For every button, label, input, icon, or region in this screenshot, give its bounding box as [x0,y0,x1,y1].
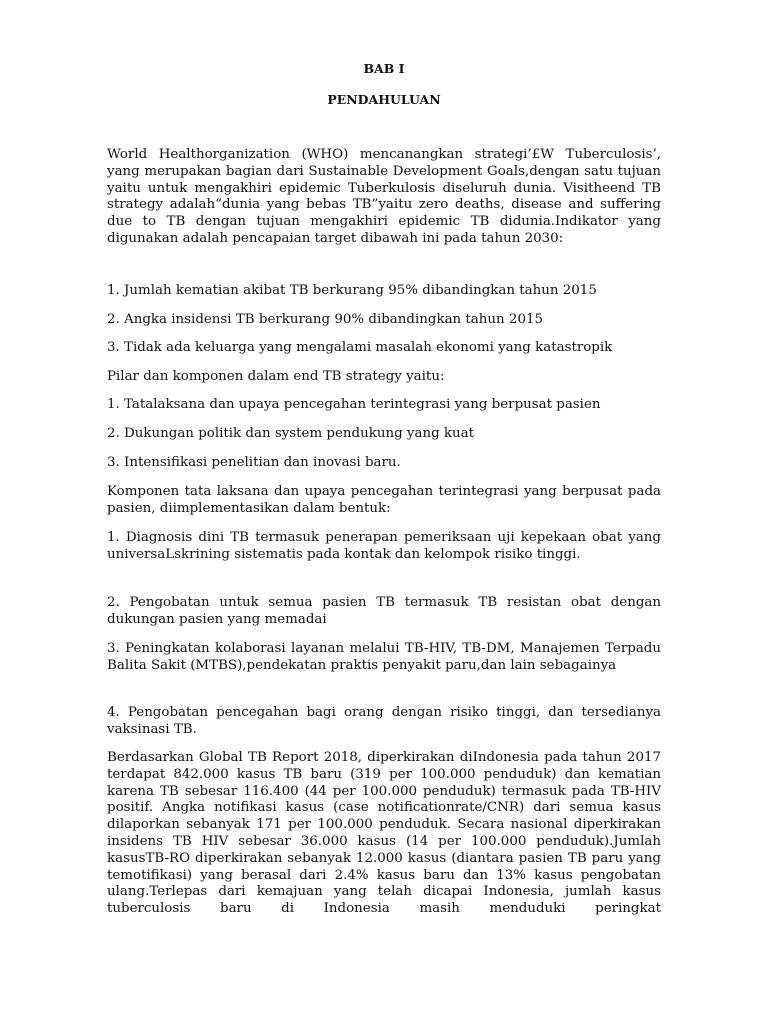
pillars-intro: Pilar dan komponen dalam end TB strategy yaitu: [107,369,445,384]
components-intro: Komponen tata laksana dan upaya pencegahan terintegrasi yang berpusat pada pasien, diimplementasikan dalam bentuk: [107,484,661,516]
target-item-2: 2. Angka insidensi TB berkurang 90% dibandingkan tahun 2015 [107,312,543,327]
intro-paragraph: World Healthorganization (WHO) mencanangkan strategi’£W Tuberculosis’, yang merupakan bagian dari Sustainable Development Goals,dengan satu tujuan yaitu untuk mengakhiri epidemic Tuberkulosis diseluruh dunia. Visitheend TB strategy adalah“dunia yang bebas TB”yaitu zero deaths, disease and suffering due to TB dengan tujuan mengakhiri epidemic TB didunia.Indikator yang digunakan adalah pencapaian target dibawah ini pada tahun 2030: [107,147,661,246]
component-item-3: 3. Peningkatan kolaborasi layanan melalui TB-HIV, TB-DM, Manajemen Terpadu Balita Sakit (MTBS),pendekatan praktis penyakit paru,dan lain sebagainya [107,641,661,673]
chapter-title: BAB I [363,61,405,76]
pillar-item-2: 2. Dukungan politik dan system pendukung yang kuat [107,426,475,441]
component-item-4: 4. Pengobatan pencegahan bagi orang dengan risiko tinggi, dan tersedianya vaksinasi TB. [107,705,661,737]
global-tb-report-paragraph: Berdasarkan Global TB Report 2018, diperkirakan diIndonesia pada tahun 2017 terdapat 842.000 kasus TB baru (319 per 100.000 penduduk) dan kematian karena TB sebesar 116.400 (44 per 100.000 penduduk) termasuk pada TB-HIV positif. Angka notifikasi kasus (case notificationrate/CNR) dari semua kasus dilaporkan sebanyak 171 per 100.000 penduduk. Secara nasional diperkirakan insidens TB HIV sebesar 36.000 kasus (14 per 100.000 penduduk).Jumlah kasusTB-RO diperkirakan sebanyak 12.000 kasus (diantara pasien TB paru yang temotifikasi) yang berasal dari 2.4% kasus baru dan 13% kasus pengobatan ulang.Terlepas dari kemajuan yang telah dicapai Indonesia, jumlah kasus tuberculosis baru di Indonesia masih menduduki peringkat [107,750,661,917]
pillar-item-1: 1. Tatalaksana dan upaya pencegahan terintegrasi yang berpusat pasien [107,397,601,412]
target-item-3: 3. Tidak ada keluarga yang mengalami masalah ekonomi yang katastropik [107,340,613,355]
target-item-1: 1. Jumlah kematian akibat TB berkurang 95% dibandingkan tahun 2015 [107,283,597,298]
component-item-2: 2. Pengobatan untuk semua pasien TB termasuk TB resistan obat dengan dukungan pasien yang memadai [107,595,661,627]
chapter-subtitle: PENDAHULUAN [327,92,441,107]
component-item-1: 1. Diagnosis dini TB termasuk penerapan pemeriksaan uji kepekaan obat yang universaLskrining sistematis pada kontak dan kelompok risiko tinggi. [107,530,661,562]
pillar-item-3: 3. Intensifikasi penelitian dan inovasi baru. [107,455,401,470]
